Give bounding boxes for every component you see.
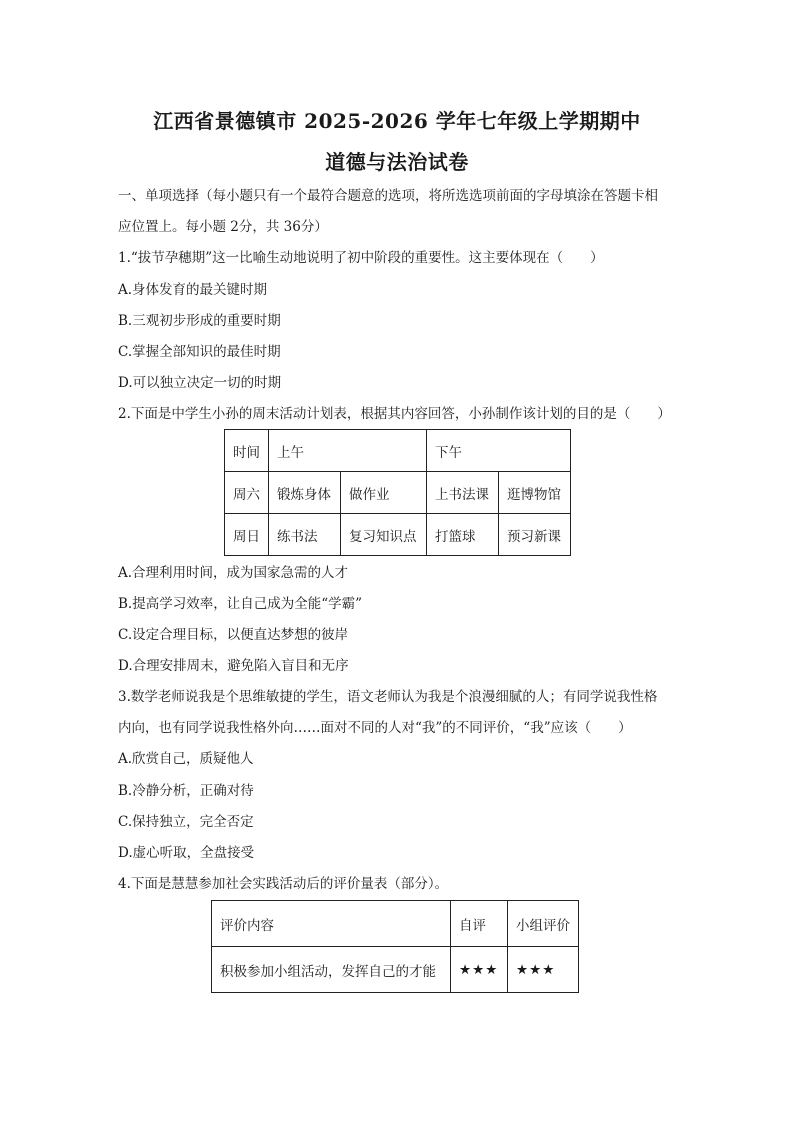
answer-option: B.提高学习效率，让自己成为全能“学霸” [118,596,363,612]
question-stem: 内向，也有同学说我性格外向……面对不同的人对“我”的不同评价，“我”应该（ ） [118,720,632,736]
table-cell: 积极参加小组活动，发挥自己的才能 [212,947,451,993]
table-cell: 复习知识点 [341,514,427,556]
table-row [212,901,579,947]
question-stem: 3.数学老师说我是个思维敏捷的学生，语文老师认为我是个浪漫细腻的人；有同学说我性格 [118,689,658,705]
rating-stars: ★★★ [508,947,579,993]
table-cell: 锻炼身体 [269,472,341,514]
table-header-cell: 小组评价 [508,901,579,947]
table-cell: 周六 [225,472,269,514]
section-instructions: 一、单项选择（每小题只有一个最符合题意的选项，将所选选项前面的字母填涂在答题卡相 [118,188,658,204]
table-cell: 上书法课 [427,472,499,514]
table-cell: 预习新课 [499,514,571,556]
exam-subtitle: 道德与法治试卷 [325,150,469,174]
exam-title: 江西省景德镇市 2025-2026 学年七年级上学期期中 [153,109,641,133]
table-row [225,430,571,472]
question-stem: 4.下面是慧慧参加社会实践活动后的评价量表（部分）。 [118,876,449,892]
answer-option: B.冷静分析，正确对待 [118,783,254,799]
table-header-cell: 下午 [427,430,571,472]
table-cell: 练书法 [269,514,341,556]
table-row [212,947,579,993]
answer-option: D.合理安排周末，避免陷入盲目和无序 [118,658,349,674]
section-instructions: 应位置上。每小题 2分，共 36分） [118,219,328,235]
weekend-schedule-table [224,429,571,556]
table-header-cell: 评价内容 [212,901,451,947]
table-cell: 做作业 [341,472,427,514]
answer-option: C.保持独立，完全否定 [118,814,254,830]
table-row [225,472,571,514]
answer-option: A.合理利用时间，成为国家急需的人才 [118,565,349,581]
answer-option: A.欣赏自己，质疑他人 [118,751,254,767]
table-row [225,514,571,556]
answer-option: D.可以独立决定一切的时期 [118,375,282,391]
question-stem: 2.下面是中学生小孙的周末活动计划表，根据其内容回答，小孙制作该计划的目的是（ ） [118,406,671,422]
table-header-cell: 时间 [225,430,269,472]
evaluation-table [211,900,579,993]
table-header-cell: 自评 [451,901,508,947]
answer-option: C.设定合理目标，以便直达梦想的彼岸 [118,627,349,643]
rating-stars: ★★★ [451,947,508,993]
answer-option: B.三观初步形成的重要时期 [118,313,281,329]
answer-option: D.虚心听取，全盘接受 [118,845,255,861]
table-cell: 打篮球 [427,514,499,556]
answer-option: C.掌握全部知识的最佳时期 [118,344,281,360]
table-cell: 周日 [225,514,269,556]
question-stem: 1.“拔节孕穗期”这一比喻生动地说明了初中阶段的重要性。这主要体现在（ ） [118,250,604,266]
answer-option: A.身体发育的最关键时期 [118,282,268,298]
table-header-cell: 上午 [269,430,427,472]
table-cell: 逛博物馆 [499,472,571,514]
